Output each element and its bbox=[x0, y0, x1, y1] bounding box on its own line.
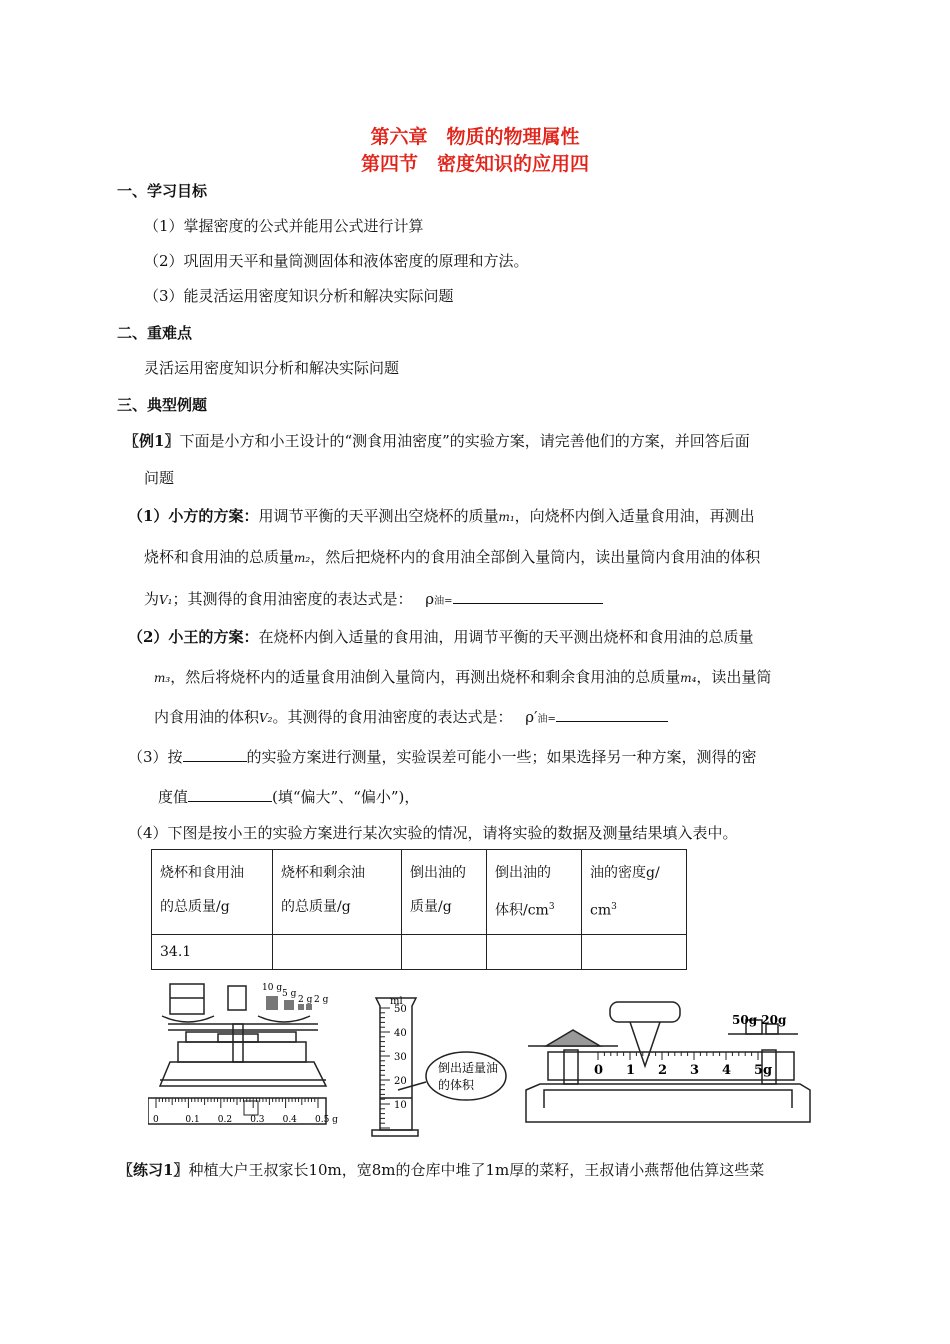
plan1-text: ，向烧杯内倒入适量食用油，再测出 bbox=[514, 507, 755, 525]
data-table bbox=[151, 849, 687, 970]
exercise1 bbox=[118, 1159, 764, 1180]
beam-tick-label: 4 bbox=[722, 1063, 732, 1078]
key-points-text: 灵活运用密度知识分析和解决实际问题 bbox=[144, 359, 400, 377]
chapter-title: 第六章 物质的物理属性 bbox=[370, 126, 580, 148]
cylinder-tick-label: 40 bbox=[394, 1028, 407, 1039]
scale-tick-label: 0.1 bbox=[185, 1115, 200, 1125]
beam-weight-label: 50g 20g bbox=[732, 1013, 787, 1027]
weight-label: 5 g bbox=[282, 989, 297, 999]
plan1-text: 用调节平衡的天平测出空烧杯的质量 bbox=[258, 507, 499, 525]
plan1-text: 为 bbox=[144, 590, 160, 608]
cylinder-tick-label: 20 bbox=[394, 1076, 407, 1087]
plan2-text: ，读出量筒 bbox=[696, 668, 772, 686]
answer-blank[interactable] bbox=[183, 747, 247, 762]
exercise1-label: 〖练习1〗 bbox=[118, 1161, 189, 1179]
weight-label: 2 g bbox=[298, 995, 313, 1005]
scale-tick-label: 0.5 g bbox=[315, 1115, 338, 1125]
question4: （4）下图是按小王的实验方案进行某次实验的情况，请将实验的数据及测量结果填入表中。 bbox=[128, 824, 738, 842]
exercise1-text: 种植大户王叔家长10m，宽8m的仓库中堆了1m厚的菜籽，王叔请小燕帮他估算这些菜 bbox=[188, 1161, 765, 1179]
table-header-row bbox=[152, 850, 687, 935]
balance-figure bbox=[148, 976, 338, 1134]
table-cell[interactable] bbox=[273, 934, 402, 969]
callout-text: 的体积 bbox=[438, 1078, 475, 1092]
cylinder-tick-label: 50 bbox=[394, 1004, 407, 1015]
key-points-heading: 二、重难点 bbox=[117, 324, 193, 342]
rider-marker bbox=[244, 1101, 258, 1115]
objective-item: （3）能灵活运用密度知识分析和解决实际问题 bbox=[144, 287, 454, 305]
var-m3: m₃ bbox=[154, 671, 171, 685]
plan2-line1 bbox=[128, 626, 753, 647]
example1-intro bbox=[124, 430, 750, 451]
scale-tick-label: 0.3 bbox=[250, 1115, 265, 1125]
plan1-line3 bbox=[144, 588, 603, 609]
callout-text: 倒出适量油 bbox=[438, 1061, 499, 1075]
answer-blank[interactable] bbox=[556, 707, 668, 722]
objectives-heading: 一、学习目标 bbox=[117, 182, 208, 200]
var-v2: V₂ bbox=[259, 711, 273, 725]
example1-intro-text: 下面是小方和小王设计的“测食用油密度”的实验方案，请完善他们的方案，并回答后面 bbox=[179, 432, 750, 450]
plan2-line3 bbox=[154, 706, 668, 727]
table-header-cell: 烧杯和食用油 的总质量/g bbox=[152, 850, 273, 935]
table-row bbox=[152, 934, 687, 969]
q3-text: 度值 bbox=[158, 788, 189, 806]
beam-tick-label: 1 bbox=[626, 1063, 636, 1078]
question3-line1 bbox=[128, 746, 757, 767]
beam-tick-label: 5g bbox=[754, 1063, 773, 1078]
table-cell: 34.1 bbox=[152, 934, 273, 969]
plan1-text: ；其测得的食用油密度的表达式是： bbox=[172, 590, 413, 608]
cylinder-figure bbox=[368, 994, 514, 1140]
answer-blank[interactable] bbox=[188, 787, 272, 802]
table-cell[interactable] bbox=[402, 934, 487, 969]
scale-tick-label: 0.2 bbox=[217, 1115, 233, 1125]
beam-tick-label: 2 bbox=[658, 1063, 668, 1078]
objective-item: （2）巩固用天平和量筒测固体和液体密度的原理和方法。 bbox=[144, 252, 529, 270]
beam-balance-figure bbox=[518, 994, 818, 1130]
plan2-line2 bbox=[154, 666, 771, 687]
table-cell[interactable] bbox=[487, 934, 582, 969]
plan2-text: 内食用油的体积 bbox=[154, 708, 260, 726]
dial bbox=[610, 1002, 680, 1022]
beam-tick-label: 0 bbox=[594, 1063, 604, 1078]
cylinder-tick-label: 30 bbox=[394, 1052, 407, 1063]
table-cell[interactable] bbox=[582, 934, 687, 969]
objective-item: （1）掌握密度的公式并能用公式进行计算 bbox=[144, 217, 424, 235]
example1-label: 〖例1〗 bbox=[124, 432, 180, 450]
rho-prime-symbol: ρ′ bbox=[525, 708, 538, 726]
answer-blank[interactable] bbox=[453, 589, 603, 604]
q3-text: 的实验方案进行测量，实验误差可能小一些；如果选择另一种方案，测得的密 bbox=[246, 748, 757, 766]
var-m1: m₁ bbox=[498, 510, 515, 524]
plan2-label: （2）小王的方案： bbox=[128, 628, 259, 646]
examples-heading: 三、典型例题 bbox=[117, 396, 208, 414]
section-title: 第四节 密度知识的应用四 bbox=[360, 153, 589, 175]
var-m4: m₄ bbox=[680, 671, 697, 685]
table-header-cell: 倒出油的 质量/g bbox=[402, 850, 487, 935]
rho-subscript: 油= bbox=[537, 714, 556, 725]
var-v1: V₁ bbox=[159, 593, 173, 607]
plan2-text: ，然后将烧杯内的适量食用油倒入量筒内，再测出烧杯和剩余食用油的总质量 bbox=[170, 668, 681, 686]
plan2-text: 。其测得的食用油密度的表达式是： bbox=[272, 708, 513, 726]
plan1-text: 烧杯和食用油的总质量 bbox=[144, 548, 295, 566]
table-header-cell: 油的密度g/ $cm^3$ bbox=[582, 850, 687, 935]
var-m2: m₂ bbox=[294, 551, 311, 565]
plan2-text: 在烧杯内倒入适量的食用油，用调节平衡的天平测出烧杯和食用油的总质量 bbox=[258, 628, 754, 646]
table-header-cell: 倒出油的 体积$/cm^3$ bbox=[487, 850, 582, 935]
plan1-line2 bbox=[144, 546, 760, 567]
weight-label: 10 g bbox=[262, 983, 283, 993]
cylinder-tick-label: 10 bbox=[394, 1100, 407, 1111]
beam-tick-label: 3 bbox=[690, 1063, 700, 1078]
table-header-cell: 烧杯和剩余油 的总质量/g bbox=[273, 850, 402, 935]
q3-text: (填“偏大”、“偏小”)， bbox=[272, 788, 420, 806]
q3-text: （3）按 bbox=[128, 748, 183, 766]
rho-subscript: 油= bbox=[434, 596, 453, 607]
rho-symbol: ρ bbox=[425, 590, 435, 608]
plan1-line1 bbox=[128, 505, 755, 526]
cylinder-unit: ml bbox=[390, 996, 403, 1007]
plan1-label: （1）小方的方案： bbox=[128, 507, 259, 525]
plan1-text: ，然后把烧杯内的食用油全部倒入量筒内，读出量筒内食用油的体积 bbox=[310, 548, 761, 566]
example1-intro-cont: 问题 bbox=[144, 469, 175, 487]
weight-label: 2 g bbox=[314, 995, 329, 1005]
scale-tick-label: 0.4 bbox=[282, 1115, 297, 1125]
scale-tick-label: 0 bbox=[153, 1115, 159, 1125]
question3-line2 bbox=[158, 786, 419, 807]
